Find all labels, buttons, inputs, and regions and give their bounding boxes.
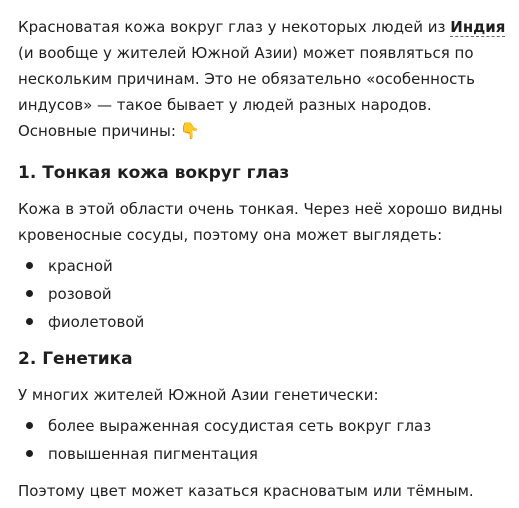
list-item (18, 440, 511, 468)
conclusion-text: Поэтому цвет может казаться красноватым или тёмным. (18, 482, 474, 500)
section1-heading: 1. Тонкая кожа вокруг глаз (18, 163, 290, 183)
bullet-icon (26, 422, 33, 429)
bullet-icon (26, 290, 33, 297)
section1-list (18, 252, 511, 336)
list-item-text: розовой (48, 285, 112, 303)
list-item (18, 412, 511, 440)
india-link[interactable]: Индия (450, 18, 506, 36)
bullet-icon (26, 318, 33, 325)
pointing-down-emoji-icon: 👇 (179, 121, 200, 140)
bullet-icon (26, 450, 33, 457)
list-item-text: повышенная пигментация (48, 445, 258, 463)
intro-text-after: (и вообще у жителей Южной Азии) может появляться по нескольким причинам. Это не обязательно «особенность индусов» — такое бывает у людей разных народов. Основные причины: (18, 44, 475, 140)
section2-text: У многих жителей Южной Азии генетически: (18, 386, 379, 404)
list-item-text: более выраженная сосудистая сеть вокруг глаз (48, 417, 432, 435)
intro-text-before: Красноватая кожа вокруг глаз у некоторых людей из (18, 18, 451, 36)
section1-text: Кожа в этой области очень тонкая. Через неё хорошо видны кровеносные сосуды, поэтому она может выглядеть: (18, 200, 503, 244)
list-item (18, 252, 511, 280)
section2-heading: 2. Генетика (18, 349, 133, 369)
list-item (18, 280, 511, 308)
bullet-icon (26, 262, 33, 269)
section2-list (18, 412, 511, 468)
intro-paragraph (18, 14, 511, 144)
list-item-text: фиолетовой (48, 313, 145, 331)
list-item-text: красной (48, 257, 113, 275)
list-item (18, 308, 511, 336)
